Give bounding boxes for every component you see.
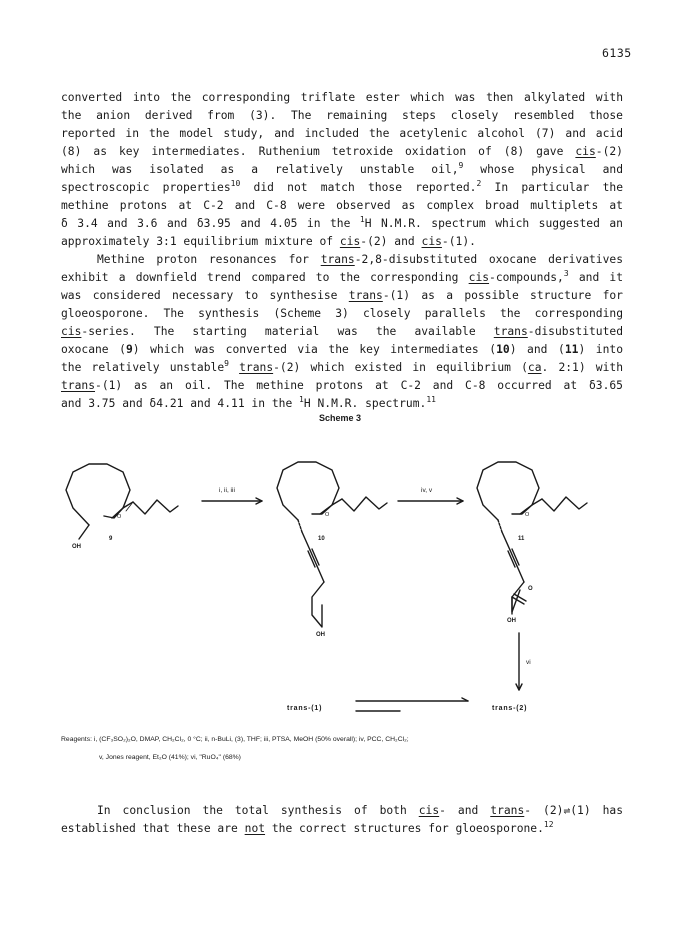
cis-term: cis [468,271,490,284]
reagents-label: iv, v [421,487,433,494]
reagents-line-2: v, Jones reagent, Et₂O (41%); vi, "RuO₄" (68%) [99,754,241,761]
page-number: 6135 [602,46,632,60]
reference: 11 [426,395,436,404]
trans-term: trans [239,361,274,374]
cis-term: cis [61,325,82,338]
text-line: methine protons at C-2 and C-8 were observed as complex broad multiplets at [61,199,623,212]
trans-term: trans [493,325,528,338]
compound-number-11: 11 [518,536,525,542]
cis-term: cis [418,804,440,817]
reference: 3 [563,269,569,278]
arrow-step-2 [398,498,463,504]
cis-term: cis [339,235,361,248]
text-line: and 3.75 and δ4.21 and 4.11 in the $^1$H N.M.R. spectrum.$^{11}$ [61,395,436,410]
product-label-trans-2: trans-(2) [492,705,528,712]
compound-number-10: 10 [318,536,325,542]
text-line: cis-series. The starting material was the available trans-disubstituted [61,325,623,338]
text-line: Methine proton resonances for trans-2,8-disubstituted oxocane derivatives [97,253,623,266]
carbonyl-oxygen-label: O [528,586,533,592]
text-line: established that these are not the correct structures for gloeosporone.$^{12}$ [61,820,554,835]
reagents-label: vi [526,659,531,666]
reference: 12 [543,820,554,829]
text-line: which was isolated as a relatively unstable oil,$^9$ whose physical and [61,161,623,176]
reference: 9 [458,161,464,170]
compound-10-structure [277,462,387,627]
cis-term: cis [421,235,442,248]
reagents-label: i, ii, iii [219,487,235,494]
compound-9-structure [66,464,178,539]
text-line: was considered necessary to synthesise trans-(1) as a possible structure for [61,289,623,302]
text-line: oxocane (9) which was converted via the key intermediates (10) and (11) into [61,343,624,356]
reagents-line-1: Reagents: i, (CF₃SO₂)₂O, DMAP, CH₂Cl₂, 0 °C; ii, n-BuLi, (3), THF; iii, PTSA, MeOH (50% overall); iv, PCC, CH₂Cl₂; [61,736,409,743]
conclusion-paragraph [61,802,623,838]
trans-term: trans [61,379,96,392]
arrow-step-3 [516,633,522,690]
text-line: (8) as key intermediates. Ruthenium tetroxide oxidation of (8) gave cis-(2) [61,145,623,158]
product-label-trans-1: trans-(1) [287,705,323,712]
reagents-footnote [61,735,621,762]
equilibrium-arrows [356,698,468,711]
hydroxyl-label: OH [316,632,325,638]
text-line: the anion derived from (3). The remaining steps closely resembled those [61,109,623,122]
ring-oxygen-label: O [325,512,330,518]
trans-term: trans [490,804,525,817]
text-line: gloeosporone. The synthesis (Scheme 3) closely parallels the corresponding [61,307,623,320]
text-line: converted into the corresponding triflate ester which was then alkylated with [61,91,623,104]
text-line: trans-(1) as an oil. The methine protons at C-2 and C-8 occurred at δ3.65 [61,379,623,392]
hydroxyl-label: OH [507,618,516,624]
arrow-step-1 [202,498,262,504]
reference: 2 [476,179,482,188]
cis-term: cis [575,145,596,158]
reference: 10 [230,179,241,188]
text-line: exhibit a downfield trend compared to the corresponding cis-compounds,$^3$ and it [61,269,624,284]
trans-term: trans [320,253,355,266]
text-line: spectroscopic properties$^{10}$ did not match those reported.$^2$ In particular the [61,179,623,194]
trans-term: trans [348,289,383,302]
reference: 9 [224,359,229,368]
ring-oxygen-label: O [117,514,122,520]
text-line: reported in the model study, and included the acetylenic alcohol (7) and acid [61,127,623,140]
scheme-title: Scheme 3 [318,413,362,423]
text-line: approximately 3:1 equilibrium mixture of cis-(2) and cis-(1). [61,235,476,248]
hydroxyl-label: OH [72,544,81,550]
text-line: δ 3.4 and 3.6 and δ3.95 and 4.05 in the $^1$H N.M.R. spectrum which suggested an [61,215,623,230]
compound-number-9: 9 [109,536,113,542]
text-line: the relatively unstable$^9$ trans-(2) which existed in equilibrium (ca. 2:1) with [61,359,623,374]
ring-oxygen-label: O [525,512,530,518]
text-line: In conclusion the total synthesis of both cis- and trans- (2)⇌(1) has [97,804,624,817]
not-term: not [244,822,266,835]
